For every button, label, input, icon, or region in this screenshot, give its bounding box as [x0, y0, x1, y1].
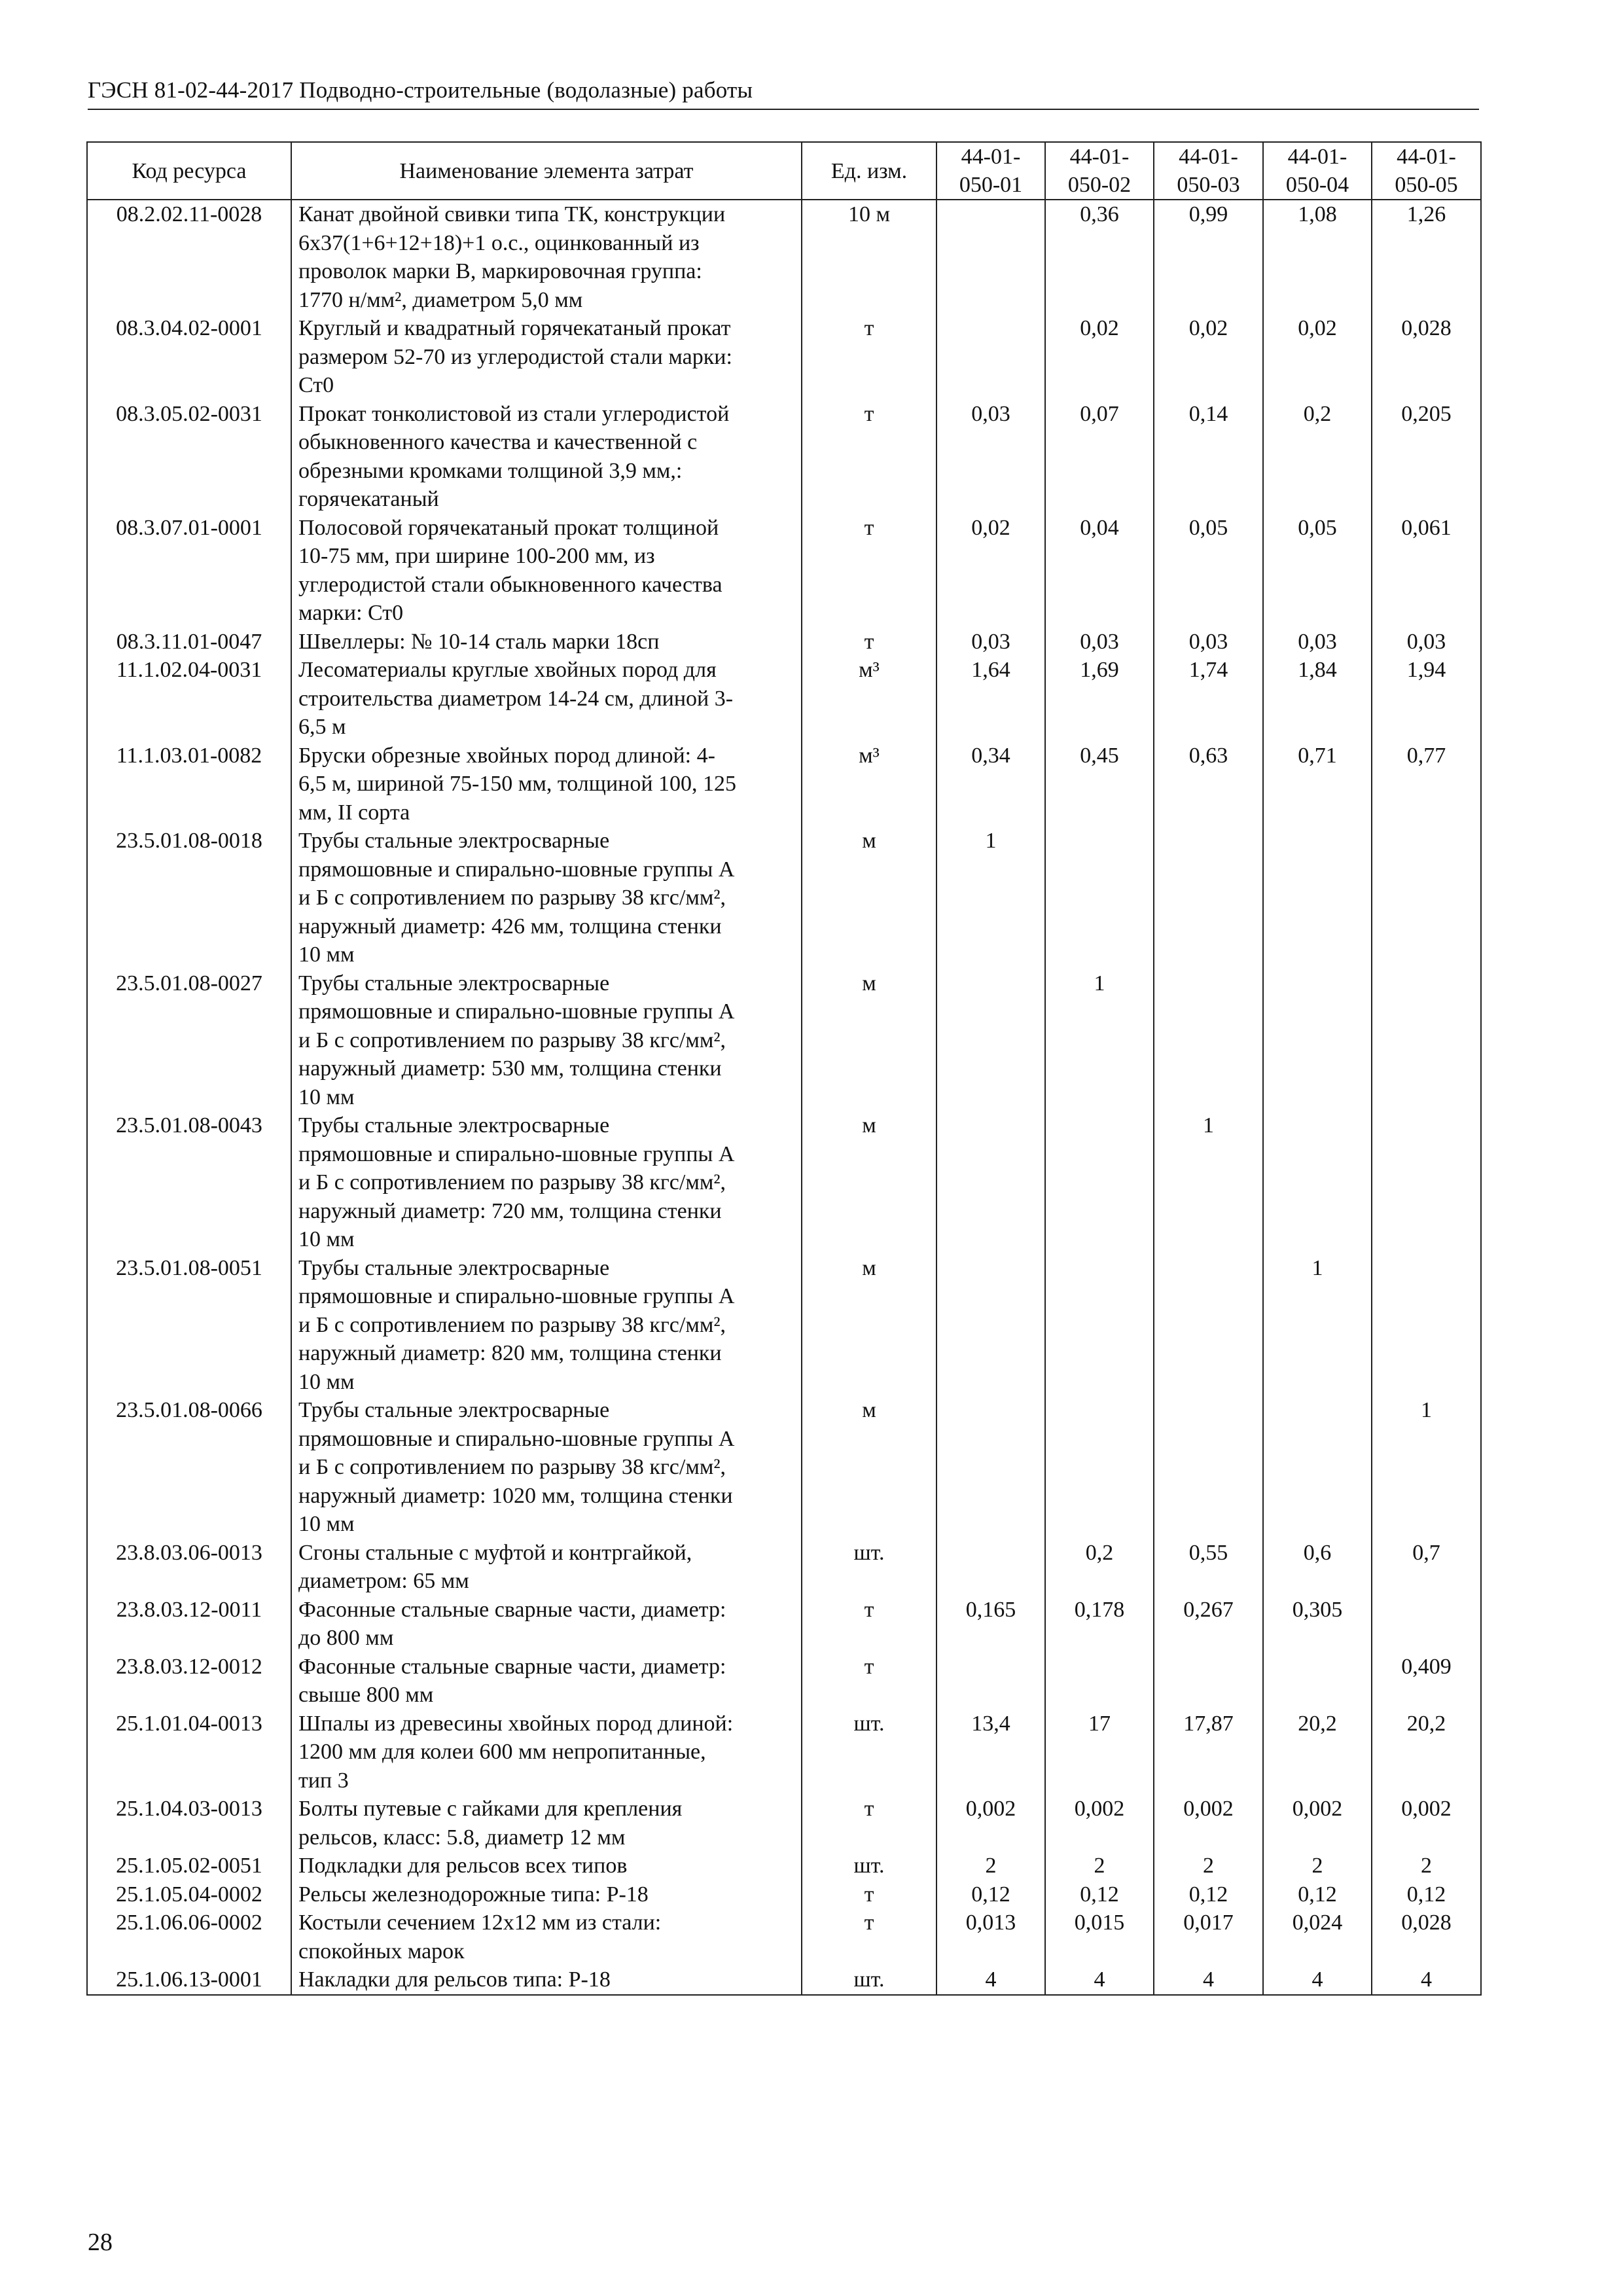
norm-value-cell: 1,69 [1045, 656, 1154, 742]
norm-value-cell [1154, 1653, 1263, 1710]
resource-table [86, 141, 1482, 1996]
norm-value-cell: 0,013 [936, 1909, 1045, 1965]
table-row [87, 1539, 1481, 1596]
resource-name-line: 10 мм [298, 942, 355, 967]
resource-code-cell: 23.5.01.08-0027 [87, 969, 291, 1112]
norm-value-cell: 0,05 [1263, 514, 1372, 628]
resource-name-line: Прокат тонколистовой из стали углеродистой [298, 401, 730, 426]
norm-value-cell [1263, 827, 1372, 969]
resource-code-cell: 25.1.06.13-0001 [87, 1965, 291, 1995]
resource-name-line: углеродистой стали обыкновенного качества [298, 572, 722, 597]
table-row [87, 628, 1481, 656]
column-header-norm-04-line1: 44-01- [1287, 145, 1347, 169]
norm-value-cell [1154, 1396, 1263, 1539]
resource-name-line: 6х37(1+6+12+18)+1 о.с., оцинкованный из [298, 230, 700, 255]
table-row [87, 656, 1481, 742]
norm-value-cell: 4 [1372, 1965, 1481, 1995]
norm-value-cell: 0,061 [1372, 514, 1481, 628]
column-header-norm-04 [1263, 142, 1372, 200]
norm-value-cell [1263, 1396, 1372, 1539]
norm-value-cell: 0,015 [1045, 1909, 1154, 1965]
norm-value-cell [1372, 1596, 1481, 1653]
norm-value-cell: 2 [1154, 1852, 1263, 1880]
norm-value-cell: 0,002 [1372, 1795, 1481, 1852]
norm-value-cell: 0,36 [1045, 200, 1154, 314]
resource-name-line: обыкновенного качества и качественной с [298, 430, 698, 454]
norm-value-cell: 0,02 [1154, 314, 1263, 400]
resource-name-cell [291, 1880, 802, 1909]
column-header-norm-01-line2: 050-01 [959, 173, 1023, 197]
resource-code-cell: 25.1.05.02-0051 [87, 1852, 291, 1880]
unit-cell: м [802, 969, 936, 1112]
resource-name-line: прямошовные и спирально-шовные группы А [298, 999, 735, 1024]
resource-name-line: спокойных марок [298, 1939, 465, 1964]
resource-code-cell: 23.5.01.08-0043 [87, 1111, 291, 1254]
resource-name-cell [291, 200, 802, 314]
norm-value-cell [936, 1111, 1045, 1254]
norm-value-cell [1263, 1653, 1372, 1710]
norm-value-cell: 4 [1263, 1965, 1372, 1995]
norm-value-cell: 1,74 [1154, 656, 1263, 742]
column-header-norm-05-line2: 050-05 [1395, 173, 1458, 197]
norm-value-cell: 0,2 [1263, 400, 1372, 514]
norm-value-cell: 2 [1372, 1852, 1481, 1880]
column-header-norm-01 [936, 142, 1045, 200]
resource-name-line: проволок марки В, маркировочная группа: [298, 259, 702, 283]
norm-value-cell [1372, 827, 1481, 969]
resource-name-line: Трубы стальные электросварные [298, 1255, 610, 1280]
norm-value-cell: 0,02 [1263, 314, 1372, 400]
norm-value-cell: 0,178 [1045, 1596, 1154, 1653]
norm-value-cell [1154, 969, 1263, 1112]
norm-value-cell: 0,02 [1045, 314, 1154, 400]
resource-name-line: и Б с сопротивлением по разрыву 38 кгс/мм², [298, 886, 726, 910]
norm-value-cell: 0,2 [1045, 1539, 1154, 1596]
norm-value-cell [1045, 1254, 1154, 1397]
resource-name-cell [291, 1254, 802, 1397]
unit-cell: м [802, 1396, 936, 1539]
norm-value-cell: 0,002 [1154, 1795, 1263, 1852]
table-row [87, 200, 1481, 314]
norm-value-cell: 0,71 [1263, 742, 1372, 827]
norm-value-cell: 13,4 [936, 1710, 1045, 1795]
norm-value-cell: 0,409 [1372, 1653, 1481, 1710]
unit-cell: м [802, 1111, 936, 1254]
norm-value-cell: 0,002 [936, 1795, 1045, 1852]
table-body [87, 200, 1481, 1995]
norm-value-cell: 0,03 [936, 400, 1045, 514]
resource-name-line: и Б с сопротивлением по разрыву 38 кгс/мм², [298, 1170, 726, 1194]
column-header-norm-01-line1: 44-01- [961, 145, 1021, 169]
header-divider [88, 109, 1479, 110]
resource-name-cell [291, 400, 802, 514]
resource-name-line: Круглый и квадратный горячекатаный прокат [298, 316, 731, 340]
resource-name-cell [291, 628, 802, 656]
norm-value-cell: 1,84 [1263, 656, 1372, 742]
resource-code-cell: 11.1.03.01-0082 [87, 742, 291, 827]
norm-value-cell: 1 [1263, 1254, 1372, 1397]
table-row [87, 1111, 1481, 1254]
table-row [87, 1880, 1481, 1909]
resource-code-cell: 08.3.07.01-0001 [87, 514, 291, 628]
norm-value-cell: 0,165 [936, 1596, 1045, 1653]
resource-name-line: обрезными кромками толщиной 3,9 мм,: [298, 458, 683, 483]
unit-cell: м³ [802, 742, 936, 827]
resource-name-cell [291, 1909, 802, 1965]
norm-value-cell [1263, 1111, 1372, 1254]
norm-value-cell: 0,03 [936, 628, 1045, 656]
resource-name-line: марки: Ст0 [298, 601, 404, 625]
norm-value-cell [1372, 1254, 1481, 1397]
norm-value-cell: 2 [936, 1852, 1045, 1880]
norm-value-cell [1154, 827, 1263, 969]
resource-name-line: 10 мм [298, 1227, 355, 1251]
norm-value-cell: 0,34 [936, 742, 1045, 827]
norm-value-cell: 0,028 [1372, 314, 1481, 400]
column-header-norm-03-line2: 050-03 [1177, 173, 1240, 197]
norm-value-cell: 0,205 [1372, 400, 1481, 514]
resource-name-cell [291, 1852, 802, 1880]
table-row [87, 1254, 1481, 1397]
unit-cell: т [802, 1596, 936, 1653]
norm-value-cell [1154, 1254, 1263, 1397]
norm-value-cell: 4 [1154, 1965, 1263, 1995]
norm-value-cell: 4 [936, 1965, 1045, 1995]
table-row [87, 1596, 1481, 1653]
resource-name-line: Сгоны стальные с муфтой и контргайкой, [298, 1540, 692, 1565]
resource-name-line: размером 52-70 из углеродистой стали марки: [298, 344, 732, 369]
resource-name-cell [291, 969, 802, 1112]
norm-value-cell [936, 1396, 1045, 1539]
resource-name-cell [291, 314, 802, 400]
resource-code-cell: 23.8.03.12-0011 [87, 1596, 291, 1653]
unit-cell: м³ [802, 656, 936, 742]
norm-value-cell: 0,12 [1263, 1880, 1372, 1909]
norm-value-cell: 0,14 [1154, 400, 1263, 514]
table-row [87, 1909, 1481, 1965]
resource-name-line: Полосовой горячекатаный прокат толщиной [298, 515, 719, 540]
table-row [87, 969, 1481, 1112]
norm-value-cell: 1 [936, 827, 1045, 969]
column-header-norm-03 [1154, 142, 1263, 200]
norm-value-cell: 0,63 [1154, 742, 1263, 827]
norm-value-cell: 0,12 [1045, 1880, 1154, 1909]
resource-name-cell [291, 1795, 802, 1852]
resource-name-line: Рельсы железнодорожные типа: Р-18 [298, 1882, 649, 1907]
resource-name-line: 1200 мм для колеи 600 мм непропитанные, [298, 1740, 706, 1764]
norm-value-cell: 1,64 [936, 656, 1045, 742]
resource-name-line: 6,5 м [298, 715, 346, 739]
norm-value-cell: 0,03 [1154, 628, 1263, 656]
norm-value-cell: 0,6 [1263, 1539, 1372, 1596]
norm-value-cell [1045, 1111, 1154, 1254]
norm-value-cell: 0,02 [936, 514, 1045, 628]
page-number: 28 [88, 2229, 113, 2256]
unit-cell: шт. [802, 1710, 936, 1795]
norm-value-cell: 0,267 [1154, 1596, 1263, 1653]
resource-name-line: мм, II сорта [298, 800, 410, 825]
resource-name-cell [291, 1965, 802, 1995]
column-header-norm-05 [1372, 142, 1481, 200]
column-header-norm-02-line2: 050-02 [1067, 173, 1132, 197]
resource-code-cell: 25.1.01.04-0013 [87, 1710, 291, 1795]
resource-name-line: диаметром: 65 мм [298, 1569, 469, 1593]
table-row [87, 1965, 1481, 1995]
norm-value-cell: 0,04 [1045, 514, 1154, 628]
resource-name-line: горячекатаный [298, 487, 439, 511]
table-row [87, 1852, 1481, 1880]
unit-cell: т [802, 314, 936, 400]
norm-value-cell [936, 1539, 1045, 1596]
resource-name-line: тип 3 [298, 1768, 349, 1793]
norm-value-cell: 0,12 [1372, 1880, 1481, 1909]
resource-name-line: Болты путевые с гайками для крепления [298, 1797, 683, 1821]
unit-cell: 10 м [802, 200, 936, 314]
resource-name-line: прямошовные и спирально-шовные группы А [298, 1141, 735, 1166]
resource-name-line: Трубы стальные электросварные [298, 1113, 610, 1138]
column-header-norm-02 [1045, 142, 1154, 200]
resource-code-cell: 25.1.05.04-0002 [87, 1880, 291, 1909]
norm-value-cell: 1 [1045, 969, 1154, 1112]
resource-name-line: рельсов, класс: 5.8, диаметр 12 мм [298, 1825, 626, 1850]
norm-value-cell [936, 314, 1045, 400]
resource-name-line: 1770 н/мм², диаметром 5,0 мм [298, 287, 583, 312]
norm-value-cell: 0,12 [1154, 1880, 1263, 1909]
resource-name-cell [291, 827, 802, 969]
resource-name-line: наружный диаметр: 1020 мм, толщина стенки [298, 1483, 733, 1508]
resource-name-line: Накладки для рельсов типа: Р-18 [298, 1967, 611, 1992]
norm-value-cell: 20,2 [1263, 1710, 1372, 1795]
resource-name-line: до 800 мм [298, 1626, 394, 1650]
unit-cell: т [802, 1909, 936, 1965]
norm-value-cell [1372, 969, 1481, 1112]
norm-value-cell: 1,08 [1263, 200, 1372, 314]
unit-cell: шт. [802, 1965, 936, 1995]
norm-value-cell: 0,03 [1045, 628, 1154, 656]
resource-code-cell: 08.3.11.01-0047 [87, 628, 291, 656]
column-header-code: Код ресурса [87, 142, 291, 200]
unit-cell: т [802, 1653, 936, 1710]
resource-name-cell [291, 1396, 802, 1539]
norm-value-cell [936, 1254, 1045, 1397]
norm-value-cell [1045, 1396, 1154, 1539]
column-header-norm-05-line1: 44-01- [1397, 145, 1456, 169]
norm-value-cell: 1 [1372, 1396, 1481, 1539]
norm-value-cell: 0,99 [1154, 200, 1263, 314]
resource-name-line: Костыли сечением 12х12 мм из стали: [298, 1910, 662, 1935]
resource-name-line: 6,5 м, шириной 75-150 мм, толщиной 100, 125 [298, 772, 737, 796]
resource-name-cell [291, 656, 802, 742]
resource-name-cell [291, 514, 802, 628]
norm-value-cell: 0,002 [1263, 1795, 1372, 1852]
resource-name-cell [291, 1653, 802, 1710]
table-row [87, 1795, 1481, 1852]
norm-value-cell: 0,03 [1372, 628, 1481, 656]
unit-cell: т [802, 514, 936, 628]
resource-name-line: и Б с сопротивлением по разрыву 38 кгс/мм², [298, 1455, 726, 1479]
unit-cell: м [802, 1254, 936, 1397]
unit-cell: шт. [802, 1539, 936, 1596]
table-row [87, 1396, 1481, 1539]
norm-value-cell: 0,305 [1263, 1596, 1372, 1653]
column-header-norm-02-line1: 44-01- [1069, 145, 1130, 169]
resource-name-line: Шпалы из древесины хвойных пород длиной: [298, 1711, 734, 1736]
resource-name-line: Бруски обрезные хвойных пород длиной: 4- [298, 743, 715, 768]
resource-name-line: 10 мм [298, 1369, 355, 1394]
resource-name-line: 10 мм [298, 1512, 355, 1536]
resource-code-cell: 08.3.05.02-0031 [87, 400, 291, 514]
norm-value-cell: 0,024 [1263, 1909, 1372, 1965]
norm-value-cell: 0,7 [1372, 1539, 1481, 1596]
norm-value-cell: 17,87 [1154, 1710, 1263, 1795]
column-header-norm-03-line1: 44-01- [1179, 145, 1238, 169]
norm-value-cell: 0,05 [1154, 514, 1263, 628]
norm-value-cell [936, 969, 1045, 1112]
norm-value-cell: 0,55 [1154, 1539, 1263, 1596]
resource-name-cell [291, 1539, 802, 1596]
norm-value-cell: 2 [1263, 1852, 1372, 1880]
norm-value-cell: 20,2 [1372, 1710, 1481, 1795]
resource-name-line: Трубы стальные электросварные [298, 829, 610, 853]
table-header-row [87, 142, 1481, 200]
norm-value-cell: 1,94 [1372, 656, 1481, 742]
resource-name-line: 10-75 мм, при ширине 100-200 мм, из [298, 544, 655, 568]
column-header-norm-04-line2: 050-04 [1285, 173, 1349, 197]
table-row [87, 314, 1481, 400]
resource-name-line: Трубы стальные электросварные [298, 971, 610, 996]
resource-name-line: и Б с сопротивлением по разрыву 38 кгс/мм², [298, 1312, 726, 1337]
table-row [87, 1710, 1481, 1795]
resource-name-line: наружный диаметр: 820 мм, толщина стенки [298, 1341, 722, 1365]
norm-value-cell: 0,07 [1045, 400, 1154, 514]
resource-name-line: Фасонные стальные сварные части, диаметр: [298, 1597, 726, 1622]
norm-value-cell: 0,12 [936, 1880, 1045, 1909]
document-header-title: ГЭСН 81-02-44-2017 Подводно-строительные (водолазные) работы [88, 77, 753, 103]
table-row [87, 827, 1481, 969]
norm-value-cell: 1 [1154, 1111, 1263, 1254]
norm-value-cell: 17 [1045, 1710, 1154, 1795]
table-row [87, 742, 1481, 827]
resource-name-line: прямошовные и спирально-шовные группы А [298, 1284, 735, 1308]
resource-name-line: Фасонные стальные сварные части, диаметр: [298, 1654, 726, 1679]
resource-name-line: Ст0 [298, 373, 334, 397]
norm-value-cell: 1,26 [1372, 200, 1481, 314]
resource-name-line: Швеллеры: № 10-14 сталь марки 18сп [298, 629, 660, 654]
norm-value-cell: 2 [1045, 1852, 1154, 1880]
resource-name-line: строительства диаметром 14-24 см, длиной 3- [298, 686, 734, 711]
norm-value-cell [1045, 1653, 1154, 1710]
unit-cell: т [802, 1795, 936, 1852]
resource-code-cell: 23.8.03.12-0012 [87, 1653, 291, 1710]
resource-name-cell [291, 1111, 802, 1254]
norm-value-cell: 0,03 [1263, 628, 1372, 656]
resource-name-line: Подкладки для рельсов всех типов [298, 1854, 628, 1878]
unit-cell: шт. [802, 1852, 936, 1880]
resource-name-line: 10 мм [298, 1085, 355, 1109]
column-header-name: Наименование элемента затрат [291, 142, 802, 200]
norm-value-cell [1045, 827, 1154, 969]
norm-value-cell [936, 1653, 1045, 1710]
unit-cell: т [802, 628, 936, 656]
resource-name-cell [291, 1710, 802, 1795]
resource-name-line: свыше 800 мм [298, 1683, 434, 1707]
resource-code-cell: 25.1.06.06-0002 [87, 1909, 291, 1965]
resource-name-cell [291, 742, 802, 827]
resource-code-cell: 08.3.04.02-0001 [87, 314, 291, 400]
table-row [87, 1653, 1481, 1710]
norm-value-cell: 4 [1045, 1965, 1154, 1995]
resource-name-cell [291, 1596, 802, 1653]
norm-value-cell: 0,017 [1154, 1909, 1263, 1965]
resource-name-line: Лесоматериалы круглые хвойных пород для [298, 658, 717, 682]
resource-name-line: прямошовные и спирально-шовные группы А [298, 1426, 735, 1451]
norm-value-cell [936, 200, 1045, 314]
unit-cell: м [802, 827, 936, 969]
table-row [87, 514, 1481, 628]
resource-name-line: Канат двойной свивки типа ТК, конструкции [298, 202, 726, 226]
resource-code-cell: 23.5.01.08-0066 [87, 1396, 291, 1539]
resource-name-line: Трубы стальные электросварные [298, 1398, 610, 1422]
resource-code-cell: 23.5.01.08-0051 [87, 1254, 291, 1397]
resource-code-cell: 25.1.04.03-0013 [87, 1795, 291, 1852]
norm-value-cell: 0,002 [1045, 1795, 1154, 1852]
unit-cell: т [802, 1880, 936, 1909]
resource-code-cell: 23.8.03.06-0013 [87, 1539, 291, 1596]
resource-name-line: наружный диаметр: 426 мм, толщина стенки [298, 914, 722, 939]
norm-value-cell: 0,77 [1372, 742, 1481, 827]
norm-value-cell [1263, 969, 1372, 1112]
column-header-unit: Ед. изм. [802, 142, 936, 200]
norm-value-cell: 0,45 [1045, 742, 1154, 827]
norm-value-cell [1372, 1111, 1481, 1254]
resource-code-cell: 08.2.02.11-0028 [87, 200, 291, 314]
resource-name-line: и Б с сопротивлением по разрыву 38 кгс/мм², [298, 1028, 726, 1052]
resource-code-cell: 23.5.01.08-0018 [87, 827, 291, 969]
resource-name-line: наружный диаметр: 720 мм, толщина стенки [298, 1198, 722, 1223]
norm-value-cell: 0,028 [1372, 1909, 1481, 1965]
resource-name-line: наружный диаметр: 530 мм, толщина стенки [298, 1056, 722, 1081]
resource-code-cell: 11.1.02.04-0031 [87, 656, 291, 742]
resource-name-line: прямошовные и спирально-шовные группы А [298, 857, 735, 882]
table-row [87, 400, 1481, 514]
unit-cell: т [802, 400, 936, 514]
